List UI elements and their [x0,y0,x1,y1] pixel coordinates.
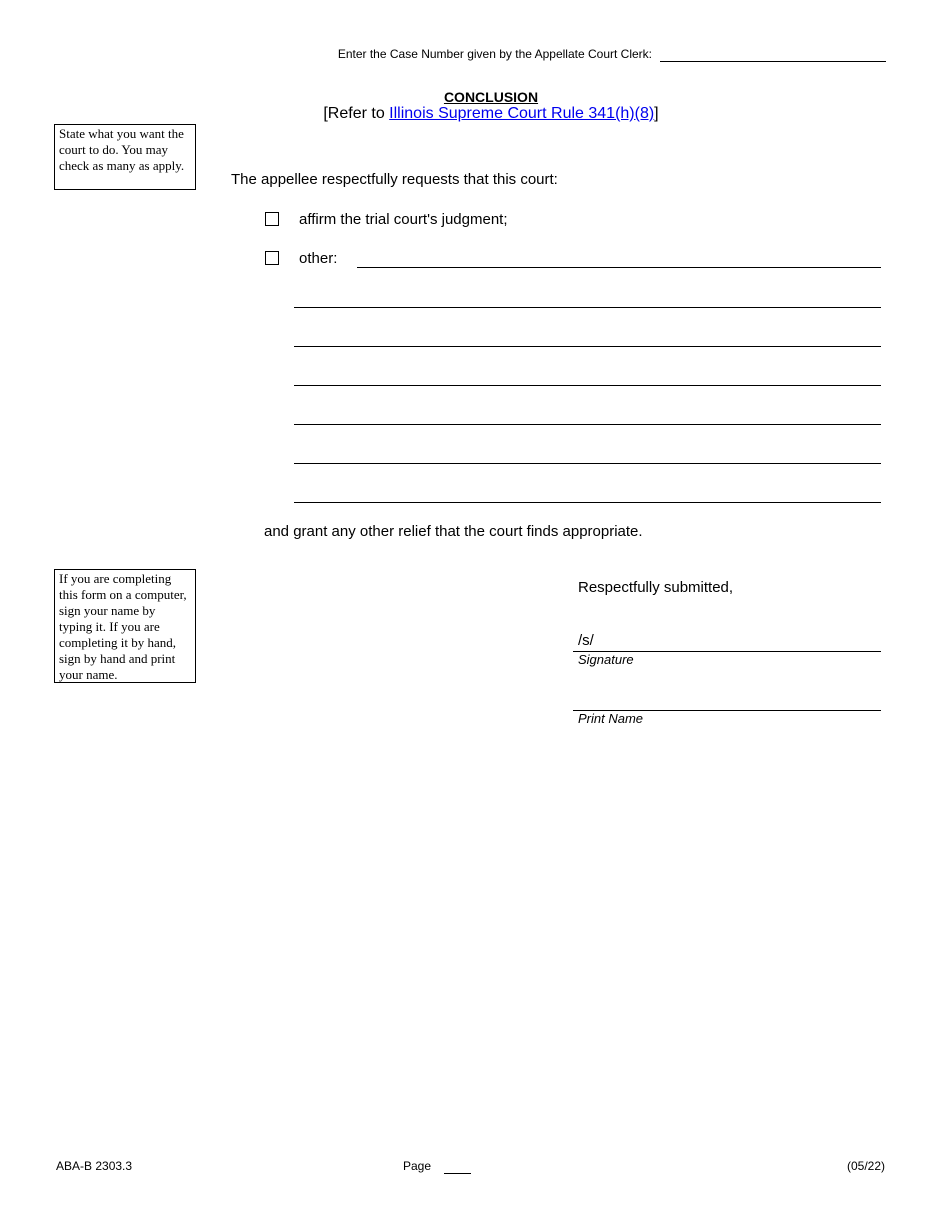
page-number-field[interactable] [444,1173,471,1174]
affirm-checkbox[interactable] [265,212,279,226]
case-number-label: Enter the Case Number given by the Appellate Court Clerk: [337,47,652,61]
section-title: CONCLUSION [443,89,539,105]
rule-link[interactable]: Illinois Supreme Court Rule 341(h)(8) [389,105,655,122]
other-field-line[interactable] [294,346,881,347]
other-field-line[interactable] [294,385,881,386]
other-field-line[interactable] [357,267,881,268]
respectfully-submitted: Respectfully submitted, [578,579,734,596]
instruction-note-request: State what you want the court to do. You may check as many as apply. [54,124,196,190]
print-name-label: Print Name [578,711,644,726]
affirm-label: affirm the trial court's judgment; [299,211,508,228]
page-label: Page [403,1159,432,1173]
signature-value[interactable]: /s/ [578,632,594,649]
intro-text: The appellee respectfully requests that this court: [231,171,558,188]
other-field-line[interactable] [294,502,881,503]
other-field-line[interactable] [294,424,881,425]
signature-label: Signature [578,652,634,667]
other-field-line[interactable] [294,307,881,308]
refer-suffix: ] [654,105,659,122]
form-id: ABA-B 2303.3 [56,1159,133,1173]
case-number-field[interactable] [660,61,886,62]
other-label: other: [299,250,338,267]
closing-text: and grant any other relief that the court finds appropriate. [264,523,643,540]
other-checkbox[interactable] [265,251,279,265]
form-date: (05/22) [846,1159,885,1173]
refer-prefix: [Refer to [323,105,390,122]
other-field-line[interactable] [294,463,881,464]
rule-reference [0,105,950,123]
instruction-note-signature: If you are completing this form on a computer, sign your name by typing it. If you are completing it by hand, sign by hand and print your name. [54,569,196,683]
